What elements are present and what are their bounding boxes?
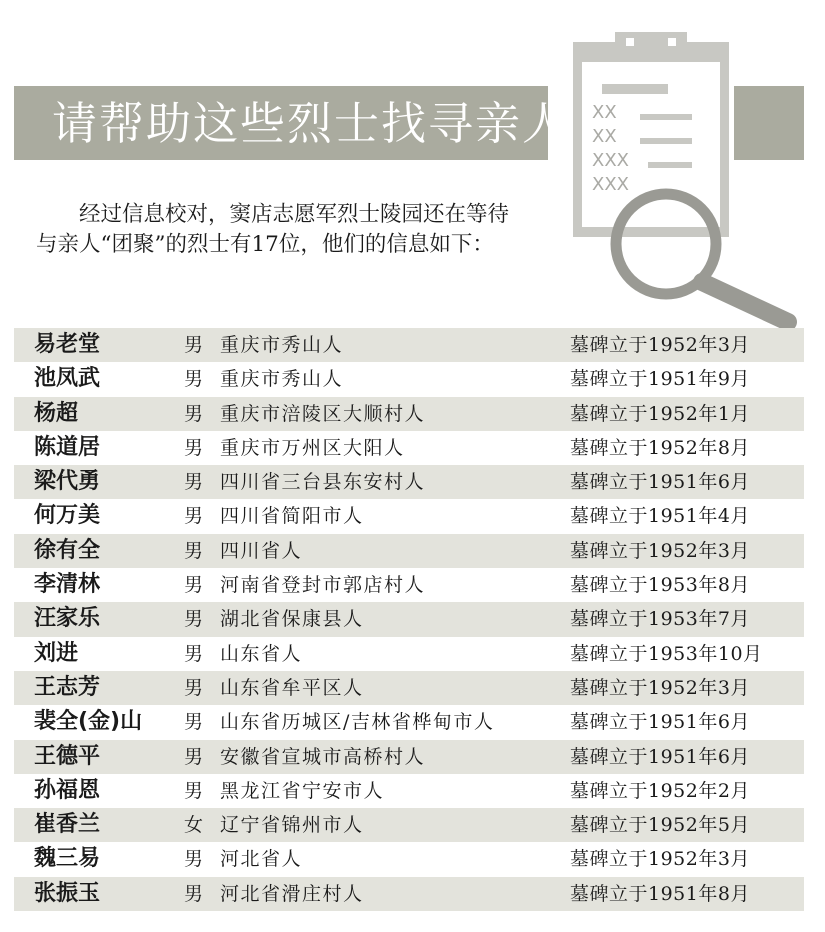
name-cell: 梁代勇 [34, 469, 101, 495]
place-cell: 四川省简阳市人 [220, 505, 364, 528]
mark-0: XX [592, 102, 617, 123]
date-cell: 墓碑立于1951年8月 [570, 882, 750, 905]
name-cell: 徐有全 [34, 537, 101, 563]
name-cell: 魏三易 [34, 846, 101, 872]
sex-cell: 男 [184, 779, 204, 802]
sex-cell: 男 [184, 368, 204, 391]
table-row [14, 740, 804, 774]
mark-3: XXX [592, 174, 629, 195]
date-cell: 墓碑立于1951年6月 [570, 745, 750, 768]
place-cell: 河北省滑庄村人 [220, 882, 364, 905]
page-title: 请帮助这些烈士找寻亲人 [52, 97, 570, 150]
date-cell: 墓碑立于1952年3月 [570, 848, 750, 871]
mark-2: XXX [592, 150, 629, 171]
sex-cell: 男 [184, 848, 204, 871]
name-cell: 崔香兰 [34, 812, 101, 838]
name-cell: 杨超 [34, 400, 79, 426]
table-row [14, 431, 804, 465]
sex-cell: 男 [184, 574, 204, 597]
date-cell: 墓碑立于1953年8月 [570, 574, 750, 597]
place-cell: 重庆市万州区大阳人 [220, 436, 405, 459]
table-row [14, 568, 804, 602]
name-cell: 陈道居 [34, 434, 101, 460]
sex-cell: 男 [184, 882, 204, 905]
clipboard-clip [615, 32, 687, 54]
sex-cell: 男 [184, 334, 204, 356]
name-cell: 张振玉 [34, 880, 101, 906]
table-row [14, 637, 804, 671]
name-cell: 刘进 [34, 640, 79, 666]
table-row [14, 671, 804, 705]
table-row [14, 808, 804, 842]
intro-text: 经过信息校对，窦店志愿军烈士陵园还在等待与亲人“团聚”的烈士有17位，他们的信息如下： [36, 202, 510, 257]
sex-cell: 女 [184, 814, 204, 837]
place-cell: 山东省历城区/吉林省桦甸市人 [220, 711, 495, 734]
martyr-table [14, 328, 804, 911]
sex-cell: 男 [184, 471, 204, 494]
date-cell: 墓碑立于1952年1月 [570, 402, 750, 425]
date-cell: 墓碑立于1953年10月 [570, 642, 763, 665]
table-row [14, 705, 804, 739]
magnifier-handle [702, 282, 788, 322]
sex-cell: 男 [184, 539, 204, 562]
date-cell: 墓碑立于1952年2月 [570, 779, 750, 802]
place-cell: 黑龙江省宁安市人 [220, 779, 385, 802]
sex-cell: 男 [184, 711, 204, 734]
sex-cell: 男 [184, 505, 204, 528]
clipboard-magnifier-icon [560, 30, 810, 330]
date-cell: 墓碑立于1952年8月 [570, 436, 750, 459]
date-cell: 墓碑立于1951年6月 [570, 711, 750, 734]
name-cell: 王志芳 [34, 674, 101, 700]
place-cell: 四川省三台县东安村人 [220, 471, 426, 494]
table-row [14, 397, 804, 431]
sex-cell: 男 [184, 642, 204, 665]
date-cell: 墓碑立于1953年7月 [570, 608, 750, 631]
table-row [14, 362, 804, 396]
date-cell: 墓碑立于1951年9月 [570, 368, 750, 391]
table-row [14, 328, 804, 362]
place-cell: 重庆市秀山人 [220, 368, 344, 391]
sex-cell: 男 [184, 676, 204, 699]
place-cell: 重庆市秀山人 [220, 334, 344, 356]
date-cell: 墓碑立于1952年3月 [570, 334, 750, 356]
place-cell: 湖北省保康县人 [220, 608, 364, 631]
name-cell: 裴全(金)山 [34, 709, 143, 735]
sex-cell: 男 [184, 436, 204, 459]
place-cell: 河北省人 [220, 848, 303, 871]
table-row [14, 774, 804, 808]
place-cell: 重庆市涪陵区大顺村人 [220, 402, 426, 425]
date-cell: 墓碑立于1951年4月 [570, 505, 750, 528]
intro-paragraph [36, 200, 516, 260]
name-cell: 汪家乐 [34, 606, 101, 632]
place-cell: 四川省人 [220, 539, 303, 562]
table-row [14, 534, 804, 568]
date-cell: 墓碑立于1952年3月 [570, 539, 750, 562]
name-cell: 易老堂 [34, 332, 101, 357]
place-cell: 河南省登封市郭店村人 [220, 574, 426, 597]
sex-cell: 男 [184, 745, 204, 768]
place-cell: 安徽省宣城市高桥村人 [220, 745, 426, 768]
name-cell: 孙福恩 [34, 777, 101, 803]
name-cell: 池凤武 [34, 366, 101, 392]
table-row [14, 602, 804, 636]
name-cell: 王德平 [34, 743, 101, 769]
table-row [14, 465, 804, 499]
sex-cell: 男 [184, 608, 204, 631]
date-cell: 墓碑立于1952年3月 [570, 676, 750, 699]
table-row [14, 842, 804, 876]
table-row [14, 499, 804, 533]
sex-cell: 男 [184, 402, 204, 425]
name-cell: 李清林 [34, 572, 101, 598]
table-row [14, 877, 804, 911]
date-cell: 墓碑立于1951年6月 [570, 471, 750, 494]
place-cell: 山东省人 [220, 642, 303, 665]
name-cell: 何万美 [34, 503, 101, 529]
mark-1: XX [592, 126, 617, 147]
place-cell: 山东省牟平区人 [220, 676, 364, 699]
date-cell: 墓碑立于1952年5月 [570, 814, 750, 837]
place-cell: 辽宁省锦州市人 [220, 814, 364, 837]
